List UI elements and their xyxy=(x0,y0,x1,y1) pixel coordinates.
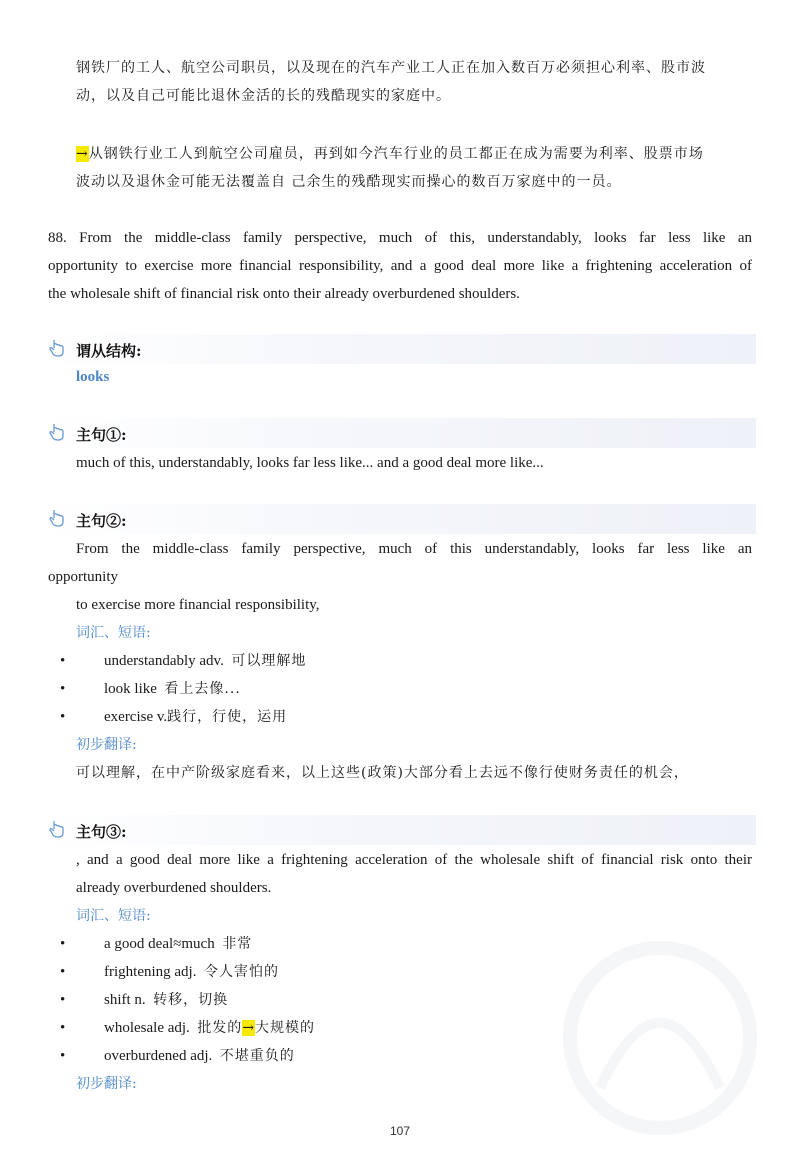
main2-text xyxy=(48,535,752,619)
section-bar xyxy=(44,418,756,448)
main3-line-2: already overburdened shoulders. xyxy=(76,880,272,896)
pointing-hand-icon xyxy=(48,422,66,442)
main1-text: much of this, understandably, looks far less like... and a good deal more like... xyxy=(76,455,544,471)
predicate-value: looks xyxy=(76,369,110,385)
main2-translation: 可以理解，在中产阶级家庭看来，以上这些(政策)大部分看上去远不像行使财务责任的机会， xyxy=(76,765,689,781)
sentence-line-3: the wholesale shift of financial risk onto their already overburdened shoulders. xyxy=(48,286,520,302)
section-bar xyxy=(44,504,756,534)
main3-vocab-label: 词汇、短语: xyxy=(76,908,151,924)
main1-title: 主句①: xyxy=(76,426,127,444)
sentence-line-2: opportunity to exercise more financial responsibility, and a good deal more like a frightening acceleration of xyxy=(48,258,752,274)
predicate-title: 谓从结构: xyxy=(76,342,142,360)
revised-line-2: 波动以及退休金可能无法覆盖自 己余生的残酷现实而操心的数百万家庭中的一员。 xyxy=(76,174,622,190)
intro-line-2: 动，以及自己可能比退休金活的长的残酷现实的家庭中。 xyxy=(76,88,451,104)
arrow-highlight: → xyxy=(76,146,89,162)
sentence-88 xyxy=(48,224,752,308)
watermark-graphic xyxy=(560,938,760,1138)
pointing-hand-icon xyxy=(48,338,66,358)
main2-line-2: opportunity xyxy=(48,569,118,585)
section-bar xyxy=(44,334,756,364)
section-bar xyxy=(44,815,756,845)
main2-title: 主句②: xyxy=(76,512,127,530)
pointing-hand-icon xyxy=(48,819,66,839)
main2-vocab-label: 词汇、短语: xyxy=(76,625,151,641)
arrow-highlight: → xyxy=(242,1020,256,1036)
revised-line-1: →从钢铁行业工人到航空公司雇员，再到如今汽车行业的员工都正在成为需要为利率、股票市场 xyxy=(76,146,704,162)
main2-line-1: From the middle-class family perspective, much of this understandably, looks far less like an xyxy=(76,541,752,557)
page-number: 107 xyxy=(389,1124,411,1138)
main3-text xyxy=(76,846,752,902)
intro-line-1: 钢铁厂的工人、航空公司职员，以及现在的汽车产业工人正在加入数百万必须担心利率、股市波 xyxy=(76,60,706,76)
revised-translation xyxy=(76,140,756,196)
pointing-hand-icon xyxy=(48,508,66,528)
intro-translation xyxy=(76,54,756,110)
main3-line-1: , and a good deal more like a frightening acceleration of the wholesale shift of financial risk onto their xyxy=(76,852,752,868)
main2-trans-label: 初步翻译: xyxy=(76,737,137,753)
sentence-line-1: 88. From the middle-class family perspective, much of this, understandably, looks far less like an xyxy=(48,230,752,246)
main3-title: 主句③: xyxy=(76,823,127,841)
main2-line-3: to exercise more financial responsibility, xyxy=(76,597,320,613)
main3-trans-label: 初步翻译: xyxy=(76,1076,137,1092)
